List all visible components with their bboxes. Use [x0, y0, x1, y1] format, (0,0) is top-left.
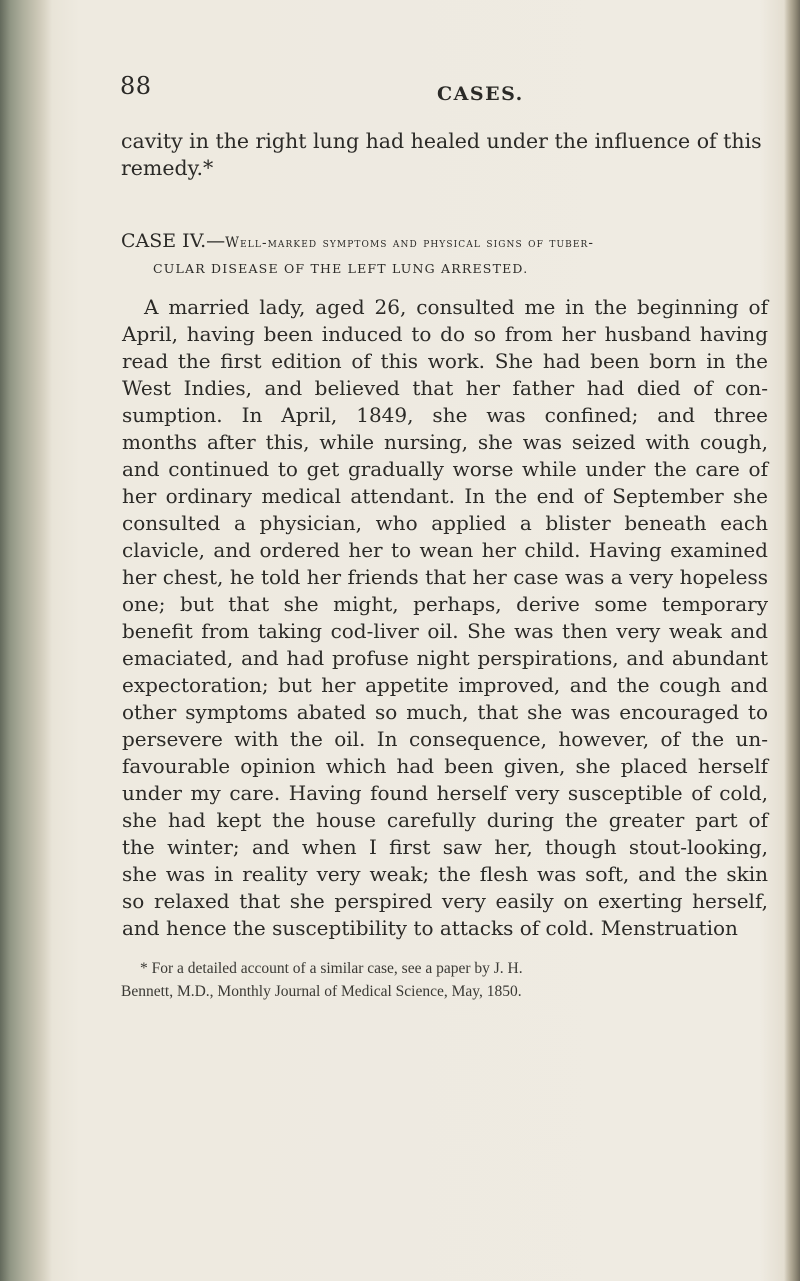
body-line: read the first edition of this work. She had been born in the — [122, 349, 768, 373]
body-line: and continued to get gradually worse while under the care of — [122, 457, 768, 481]
page-number: 88 — [120, 72, 152, 100]
case-dash: — — [206, 230, 226, 252]
case-heading — [121, 230, 594, 252]
body-line: benefit from taking cod-liver oil. She was then very weak and — [122, 619, 768, 643]
footnote-line: Bennett, M.D., Monthly Journal of Medical Science, May, 1850. — [121, 983, 522, 1000]
body-line: West Indies, and believed that her father had died of con- — [122, 376, 768, 400]
case-title-continuation: CULAR DISEASE OF THE LEFT LUNG ARRESTED. — [153, 261, 529, 276]
body-line: consulted a physician, who applied a blister beneath each — [122, 511, 768, 535]
page-binding-shadow — [0, 0, 52, 1281]
body-line: sumption. In April, 1849, she was confined; and three — [122, 403, 768, 427]
body-line: clavicle, and ordered her to wean her child. Having examined — [122, 538, 768, 562]
body-line: her ordinary medical attendant. In the end of September she — [122, 484, 768, 508]
body-line: April, having been induced to do so from her husband having — [122, 322, 768, 346]
body-line: persevere with the oil. In consequence, however, of the un- — [122, 727, 768, 751]
intro-line: cavity in the right lung had healed under the influence of this — [121, 129, 762, 153]
page-edge-shadow — [784, 0, 800, 1281]
body-line: and hence the susceptibility to attacks of cold. Menstruation — [122, 916, 738, 940]
case-number: CASE IV. — [121, 230, 207, 252]
body-line: A married lady, aged 26, consulted me in the beginning of — [144, 295, 768, 319]
body-line: expectoration; but her appetite improved, and the cough and — [122, 673, 768, 697]
body-line: the winter; and when I first saw her, though stout-looking, — [122, 835, 768, 859]
body-line: months after this, while nursing, she was seized with cough, — [122, 430, 768, 454]
intro-line: remedy.* — [121, 156, 214, 180]
case-title: Well-marked symptoms and physical signs of tuber- — [225, 235, 595, 251]
body-line: under my care. Having found herself very susceptible of cold, — [122, 781, 768, 805]
body-line: her chest, he told her friends that her case was a very hopeless — [122, 565, 768, 589]
running-head: CASES. — [437, 83, 524, 105]
footnote-line: * For a detailed account of a similar case, see a paper by J. H. — [140, 960, 523, 977]
body-line: she was in reality very weak; the flesh was soft, and the skin — [122, 862, 768, 886]
body-line: she had kept the house carefully during the greater part of — [122, 808, 768, 832]
body-line: so relaxed that she perspired very easily on exerting herself, — [122, 889, 768, 913]
body-line: other symptoms abated so much, that she was encouraged to — [122, 700, 768, 724]
body-line: one; but that she might, perhaps, derive some temporary — [122, 592, 768, 616]
body-line: favourable opinion which had been given, she placed herself — [122, 754, 768, 778]
body-line: emaciated, and had profuse night perspirations, and abundant — [122, 646, 768, 670]
